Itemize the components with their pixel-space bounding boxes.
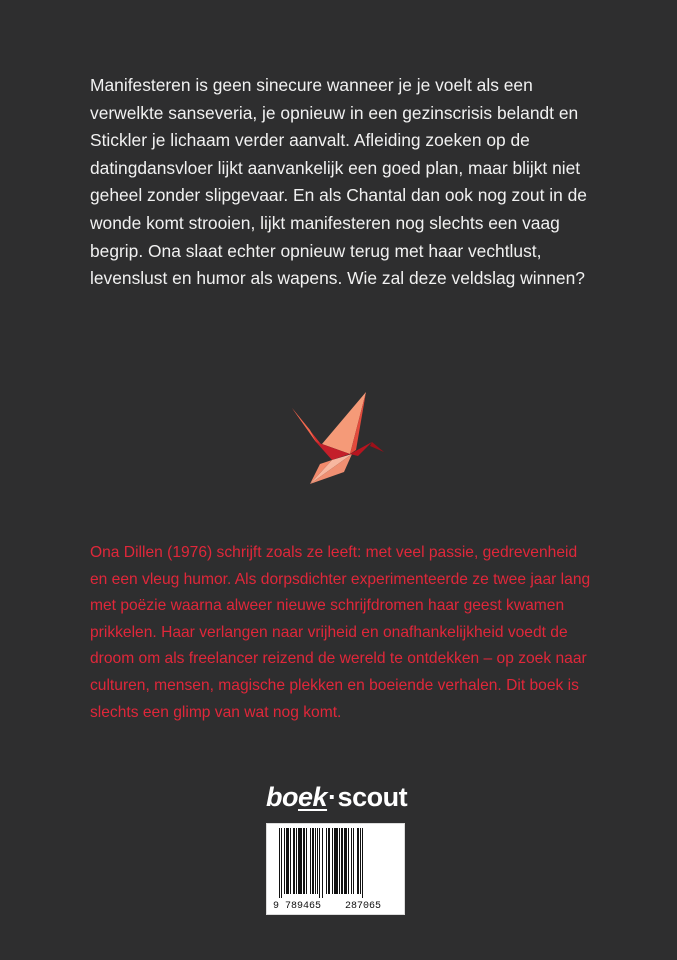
barcode-bar xyxy=(357,828,359,894)
barcode-bar xyxy=(351,828,352,894)
publisher-logo-part3: scout xyxy=(337,782,408,812)
barcode-bar xyxy=(310,828,311,894)
barcode-bar xyxy=(315,828,316,894)
barcode-bar xyxy=(317,828,318,894)
barcode-bar xyxy=(334,828,338,894)
barcode-bar xyxy=(303,828,305,894)
barcode xyxy=(266,823,405,915)
isbn-lead-digit: 9 xyxy=(273,901,280,912)
barcode-bar xyxy=(312,828,314,894)
barcode-bar xyxy=(353,828,354,894)
isbn-left-group: 789465 xyxy=(285,901,322,912)
barcode-bar xyxy=(319,828,320,898)
publisher-logo-part1: bo xyxy=(266,782,298,812)
barcode-bar xyxy=(339,828,340,894)
blurb-text: Manifesteren is geen sinecure wanneer je je voelt als een verwelkte sanseveria, je opnieuw in een gezinscrisis belandt en Stickler je lichaam verder aanvalt. Afleiding zoeken op de datingdansvloer lijkt aanvankelijk een goed plan, maar blijkt niet geheel zonder slipgevaar. En als Chantal dan ook nog zout in de wonde komt strooien, lijkt manifesteren nog slechts een vaag begrip. Ona slaat echter opnieuw terug met haar vechtlust, levenslust en humor als wapens. Wie zal deze veldslag winnen? xyxy=(90,75,587,289)
barcode-bar xyxy=(279,828,280,898)
barcode-bar xyxy=(281,828,282,898)
barcode-bar xyxy=(326,828,327,894)
barcode-bar xyxy=(348,828,349,894)
barcode-bar xyxy=(362,828,363,898)
barcode-bar xyxy=(332,828,333,894)
origami-crane-icon xyxy=(290,390,390,486)
barcode-bar xyxy=(296,828,297,894)
barcode-bar xyxy=(286,828,289,894)
isbn-right-group: 287065 xyxy=(345,901,382,912)
author-bio: Ona Dillen (1976) schrijft zoals ze leeft: met veel passie, gedrevenheid en een vleug humor. Als dorpsdichter experimenteerde ze twee jaar lang met poëzie waarna alweer nieuwe schrijfdromen haar geest kwamen prikkelen. Haar verlangen naar vrijheid en onafhankelijkheid voedt de droom om als freelancer reizend de wereld te ontdekken – op zoek naar culturen, mensen, magische plekken en boeiende verhalen. Dit boek is slechts een glimp van wat nog komt. xyxy=(90,544,591,721)
barcode-bar xyxy=(284,828,285,894)
barcode-bar xyxy=(298,828,302,894)
barcode-bar xyxy=(306,828,307,894)
barcode-bar xyxy=(344,828,347,894)
publisher-logo-separator: · xyxy=(328,782,337,812)
barcode-bar xyxy=(322,828,323,898)
barcode-bar xyxy=(328,828,330,894)
barcode-bars xyxy=(267,824,404,900)
publisher-logo xyxy=(266,782,416,813)
barcode-bar xyxy=(341,828,343,894)
barcode-bar xyxy=(293,828,295,894)
barcode-bar xyxy=(290,828,291,894)
isbn-number xyxy=(273,901,400,912)
barcode-bar xyxy=(360,828,361,894)
publisher-logo-part2: ek xyxy=(298,782,328,812)
